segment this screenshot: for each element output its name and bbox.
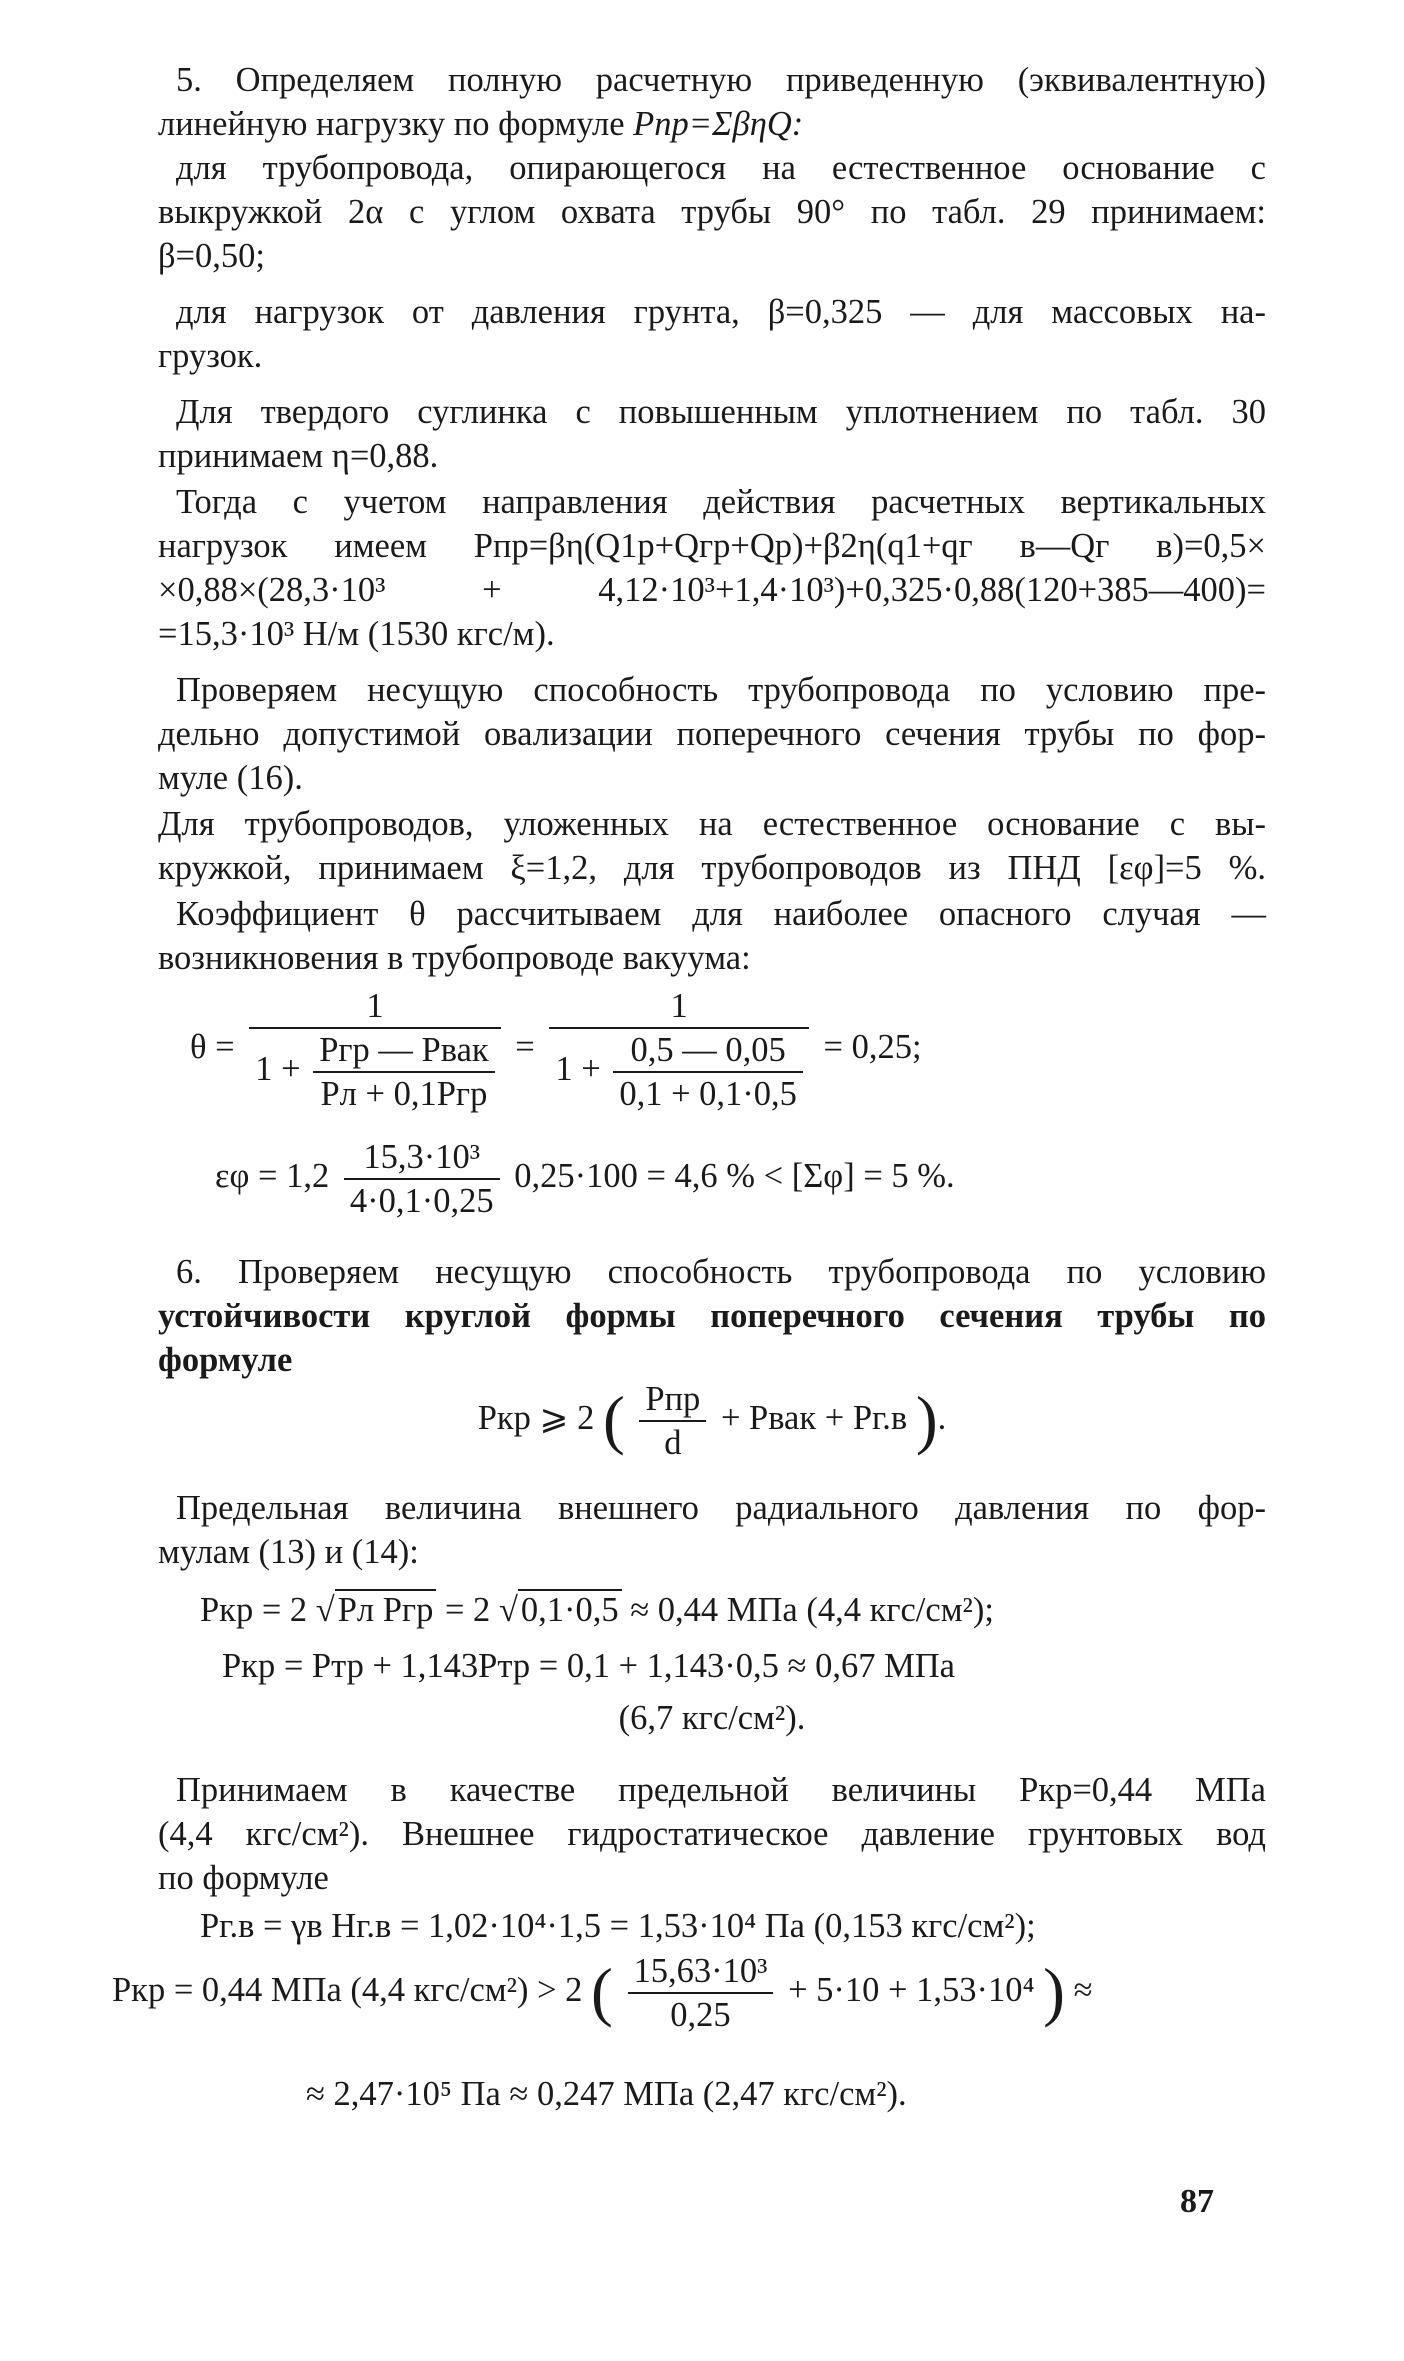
pkr-formula-1 [200,1586,1260,1634]
paragraph-line: для трубопровода, опирающегося на естественное основание с [176,149,1266,187]
eps-left: εφ = 1,2 [215,1156,330,1195]
right-paren: ) [915,1384,938,1457]
text-span: линейную нагрузку по формуле [158,105,625,143]
stability-condition-formula: Pкр ⩾ 2 ( $\frac{\text{Pпр}}{d}$ + Pвак + Pг.в ). [477,1380,947,1462]
left-paren: ( [602,1384,625,1457]
left-paren: ( [591,1956,613,2029]
paragraph-line: Для твердого суглинка с повышенным уплотнением по табл. 30 [176,393,1266,431]
numerator: 15,63·10³ [633,1952,768,1990]
paragraph-line: =15,3·10³ Н/м (1530 кгс/м). [158,615,555,653]
numerator: 1 [670,987,688,1025]
paragraph-line: устойчивости круглой формы поперечного сечения трубы по [158,1297,1266,1335]
paragraph-line: для нагрузок от давления грунта, β=0,325 — для массовых на- [176,293,1266,331]
denominator: 0,25 [628,1992,774,2036]
denominator: Pл + 0,1Pгр [313,1071,494,1115]
paragraph-line: нагрузок имеем Pпр=βη(Q1р+Qгр+Qр)+β2η(q1+qг в—Qг в)=0,5× [158,527,1266,565]
theta-formula [190,985,1190,1115]
inline-formula: Pпр=ΣβηQ: [633,105,804,143]
denominator: 0,1 + 0,1·0,5 [613,1071,803,1115]
pkr3-right: + 5·10 + 1,53·10⁴ [788,1970,1035,2009]
eps-fraction [344,1136,500,1222]
paragraph-line: дельно допустимой овализации поперечного сечения трубы по фор- [158,715,1266,753]
pkr1-b: = 2 [444,1591,491,1629]
paragraph-line: β=0,50; [158,237,265,275]
pgv-formula: Pг.в = γв Hг.в = 1,02·10⁴·1,5 = 1,53·10⁴ Па (0,153 кгс/см²); [200,1907,1036,1945]
paragraph-line: Для трубопроводов, уложенных на естественное основание с вы- [158,805,1266,843]
numerator: 1 [366,987,384,1025]
pkr-formula-2-units: (6,7 кгс/см²). [618,1699,806,1737]
paragraph-line: 5. Определяем полную расчетную приведенную (эквивалентную) [176,61,1266,99]
paragraph-line: муле (16). [158,759,303,797]
denominator: 4·0,1·0,25 [344,1178,500,1222]
inner-fraction [313,1029,494,1115]
radicand: Pл Pгр [335,1589,437,1629]
numerator: 0,5 — 0,05 [630,1031,786,1069]
pkr-formula-3 [112,1950,1272,2036]
theta-result: = 0,25; [823,1027,922,1066]
paragraph-line: выкружкой 2α с углом охвата трубы 90° по табл. 29 принимаем: [158,193,1266,231]
sqrt-sign: √ [315,1591,335,1629]
sqrt-sign: √ [498,1591,518,1629]
paragraph-line: Коэффициент θ рассчитываем для наиболее опасного случая — [176,895,1266,933]
paragraph-line: (4,4 кгс/см²). Внешнее гидростатическое давление грунтовых вод [158,1815,1266,1853]
approx-sign: ≈ [1073,1970,1093,2009]
radicand: 0,1·0,5 [518,1589,622,1629]
pkr3-fraction [628,1950,774,2036]
inner-fraction [613,1029,803,1115]
numerator: Pгр — Pвак [319,1031,489,1069]
paragraph-line: формуле [158,1341,293,1379]
theta-left: θ = [190,1027,235,1066]
right-paren: ) [1043,1956,1065,2029]
numerator: Pпр [645,1380,701,1418]
paragraph-line: мулам (13) и (14): [158,1533,419,1571]
epsilon-formula [215,1136,1215,1222]
eps-right: 0,25·100 = 4,6 % < [Σφ] = 5 %. [514,1156,955,1195]
paragraph-line: Проверяем несущую способность трубопровода по условию пре- [176,671,1266,709]
paragraph-line [158,102,1266,146]
page-number: 87 [1180,2183,1214,2220]
cond-fraction [639,1378,706,1464]
paragraph-line: Принимаем в качестве предельной величины Pкр=0,44 МПа [176,1771,1266,1809]
denominator: d [639,1420,706,1464]
paragraph-line: грузок. [158,337,263,375]
final-result: ≈ 2,47·10⁵ Па ≈ 0,247 МПа (2,47 кгс/см²). [306,2075,907,2113]
numerator: 15,3·10³ [363,1138,481,1176]
paragraph-line: Предельная величина внешнего радиального давления по фор- [176,1489,1266,1527]
pkr3-left: Pкр = 0,44 МПа (4,4 кгс/см²) > 2 [112,1970,583,2009]
theta-fraction-2 [549,985,809,1115]
den-prefix: 1 + [255,1049,301,1088]
denominator [249,1027,500,1115]
paragraph-line: возникновения в трубопроводе вакуума: [158,939,751,977]
cond-right: + Pвак + Pг.в [720,1398,908,1437]
denominator [549,1027,809,1115]
pkr-formula-2: Pкр = Pтр + 1,143Pтр = 0,1 + 1,143·0,5 ≈ 0,67 МПа [222,1647,955,1685]
paragraph-line: ×0,88×(28,3·10³ + 4,12·10³+1,4·10³)+0,325·0,88(120+385—400)= [158,571,1266,609]
paragraph-line: 6. Проверяем несущую способность трубопровода по условию [176,1253,1266,1291]
paragraph-line: принимаем η=0,88. [158,437,439,475]
paragraph-line: Тогда с учетом направления действия расчетных вертикальных [176,483,1266,521]
theta-fraction-1 [249,985,500,1115]
pkr1-a: Pкр = 2 [200,1591,308,1629]
den-prefix: 1 + [555,1049,601,1088]
paragraph-line: по формуле [158,1859,329,1897]
pkr1-c: ≈ 0,44 МПа (4,4 кгс/см²); [630,1591,994,1629]
cond-left: Pкр ⩾ 2 [477,1398,595,1437]
paragraph-line: кружкой, принимаем ξ=1,2, для трубопроводов из ПНД [εφ]=5 %. [158,849,1266,887]
equals-sign: = [515,1027,535,1066]
